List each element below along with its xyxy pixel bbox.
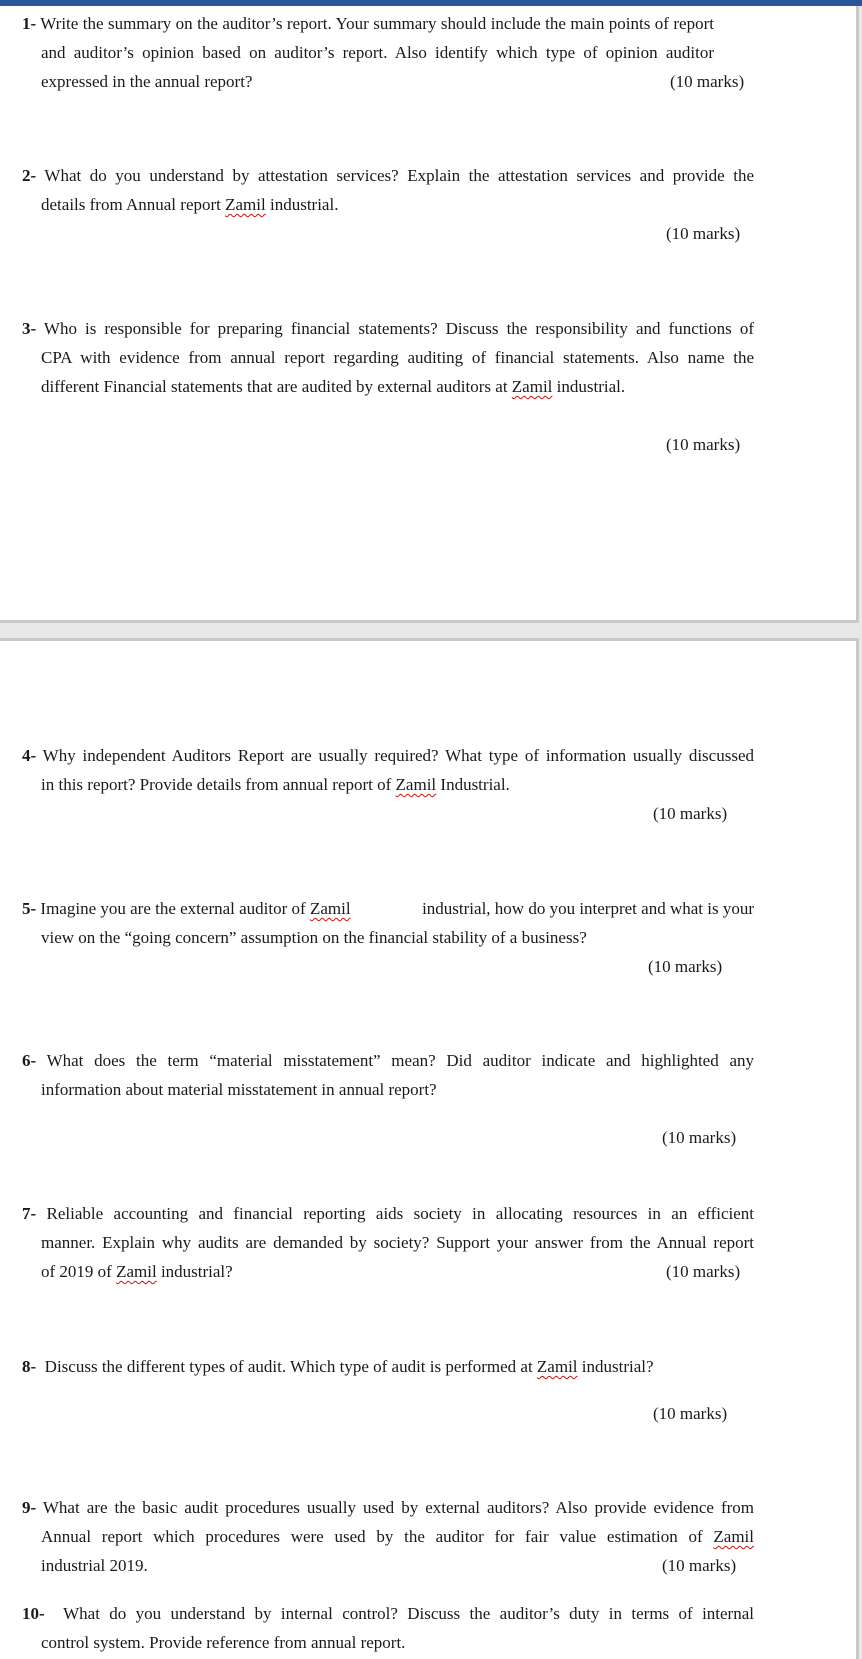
question-2-line-1: 2- What do you understand by attestation services? Explain the attestation services and provide the — [22, 166, 754, 185]
question-7-marks: (10 marks) — [666, 1262, 741, 1281]
question-9-marks: (10 marks) — [662, 1556, 737, 1575]
question-9-line-3: industrial 2019. — [41, 1556, 148, 1575]
question-9-line-1: 9- What are the basic audit procedures usually used by external auditors? Also provide evidence from — [22, 1498, 754, 1517]
question-1-marks: (10 marks) — [670, 72, 745, 91]
spellcheck-word[interactable]: Zamil — [536, 1357, 578, 1376]
question-3-marks: (10 marks) — [666, 435, 741, 454]
question-1-line-2: and auditor’s opinion based on auditor’s report. Also identify which type of opinion auditor — [41, 43, 714, 62]
question-6-marks: (10 marks) — [662, 1128, 737, 1147]
question-4-marks: (10 marks) — [653, 804, 728, 823]
question-3-line-3: different Financial statements that are audited by external auditors at Zamil industrial. — [41, 377, 626, 396]
question-8-line-1: 8- Discuss the different types of audit. Which type of audit is performed at Zamil industrial? — [22, 1357, 654, 1376]
question-7-line-2: manner. Explain why audits are demanded by society? Support your answer from the Annual report — [41, 1233, 754, 1252]
question-7-line-3: of 2019 of Zamil industrial? — [41, 1262, 233, 1281]
question-3-line-1: 3- Who is responsible for preparing financial statements? Discuss the responsibility and functions of — [22, 319, 754, 338]
question-6-line-1: 6- What does the term “material misstatement” mean? Did auditor indicate and highlighted any — [22, 1051, 754, 1070]
question-3-line-2: CPA with evidence from annual report regarding auditing of financial statements. Also name the — [41, 348, 754, 367]
spellcheck-word[interactable]: Zamil — [713, 1527, 754, 1546]
question-9-line-2: Annual report which procedures were used by the auditor for fair value estimation of Zamil — [41, 1527, 754, 1546]
question-4-line-2: in this report? Provide details from annual report of Zamil Industrial. — [41, 775, 510, 794]
spellcheck-word[interactable]: Zamil — [395, 775, 437, 794]
spellcheck-word[interactable]: Zamil — [309, 899, 351, 918]
question-6-line-2: information about material misstatement in annual report? — [41, 1080, 437, 1099]
question-8-marks: (10 marks) — [653, 1404, 728, 1423]
question-2-marks: (10 marks) — [666, 224, 741, 243]
question-1-line-1: 1- Write the summary on the auditor’s report. Your summary should include the main points of report — [22, 14, 714, 33]
question-5-line-2: view on the “going concern” assumption on the financial stability of a business? — [41, 928, 587, 947]
spellcheck-word[interactable]: Zamil — [225, 195, 266, 214]
question-7-line-1: 7- Reliable accounting and financial reporting aids society in allocating resources in an efficient — [22, 1204, 754, 1223]
question-4-line-1: 4- Why independent Auditors Report are usually required? What type of information usually discussed — [22, 746, 754, 765]
document-page-1 — [0, 6, 859, 623]
question-2-line-2: details from Annual report Zamil industrial. — [41, 195, 339, 214]
spellcheck-word[interactable]: Zamil — [511, 377, 553, 396]
spellcheck-word[interactable]: Zamil — [116, 1262, 157, 1281]
question-1-line-3: expressed in the annual report? — [41, 72, 253, 91]
question-10-line-2: control system. Provide reference from annual report. — [41, 1633, 406, 1652]
question-5-line-1: 5- Imagine you are the external auditor of Zamil industrial, how do you interpret and what is your — [22, 899, 754, 918]
question-5-marks: (10 marks) — [648, 957, 723, 976]
question-10-line-1: 10- What do you understand by internal control? Discuss the auditor’s duty in terms of internal — [22, 1604, 754, 1623]
